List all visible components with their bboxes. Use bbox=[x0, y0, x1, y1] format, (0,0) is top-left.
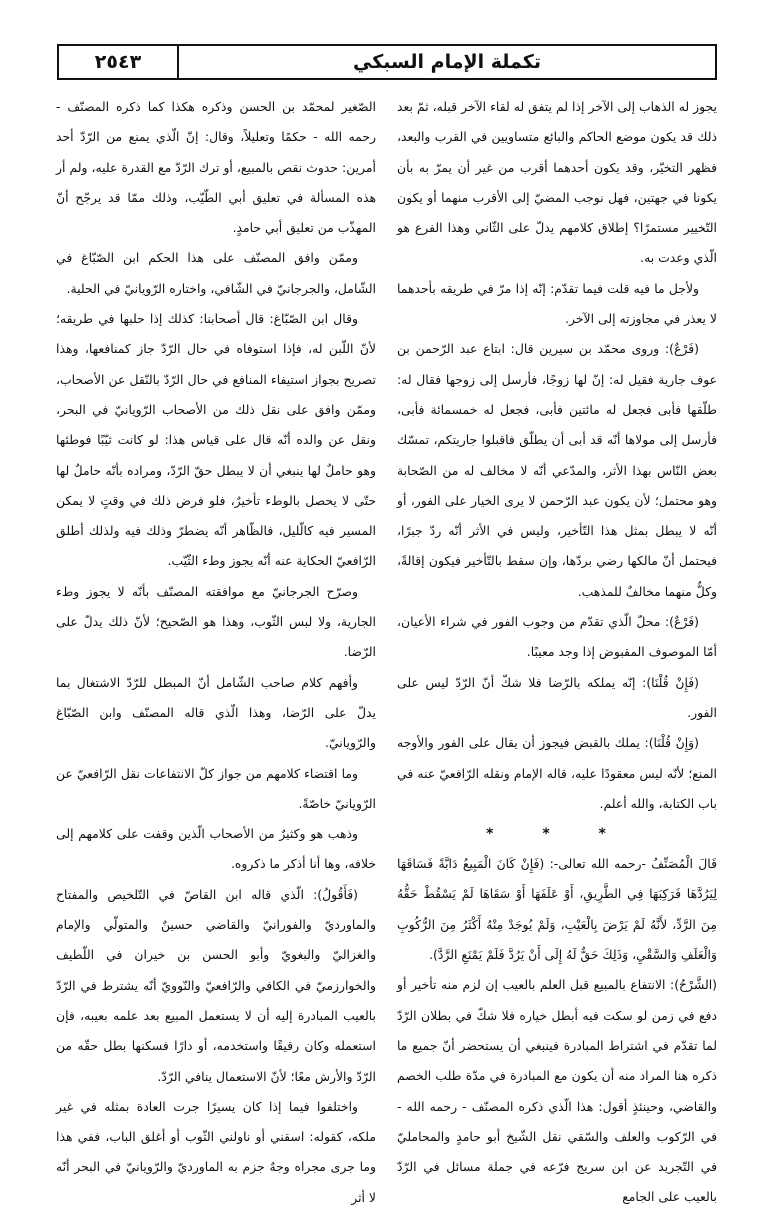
paragraph: (فَأَقُولُ): الّذي قاله ابن القاصّ في التّلخيص والمفتاح والماورديّ والفورانيّ والقاضي حسينٌ والمتولّي والإمام والغزاليّ والبغويّ وأبو الحسن بن خيران في اللّطيف والخوارزميّ في الكافي والرّافعيّ والنّوويّ أنّه يشترط في الرّدّ بالعيب المبادرة إليه أن لا يستعمل المبيع بعد علمه بعيبه، فإن استعمله وكان رقيقًا واستخدمه، أو دارًا فسكنها بطل حقّه من الرّدّ والأرش معًا؛ لأنّ الاستعمال ينافي الرّدّ. bbox=[56, 886, 376, 1084]
book-title: تكملة الإمام السبكي bbox=[353, 51, 541, 73]
quoted-text-paragraph: قَالَ الْمُصَنِّفُ -رحمه الله تعالى-: (فَإِنْ كَانَ الْمَبِيعُ دَابَّةً فَسَاقَهَا لِيَرُدَّهَا فَرَكِبَهَا فِي الطَّرِيقِ، أَوْ عَلَفَهَا أَوْ سَقَاهَا لَمْ يَسْقُطْ حَقُّهُ مِنَ الرَّدِّ، لأَنَّهُ لَمْ يَرْضَ بِالْعَيْبِ، وَلَمْ يُوجَدْ مِنْهُ أَكْثَرُ مِنَ الرُّكُوبِ وَالْعَلَفِ وَالسَّقْيِ، وَذَلِكَ حَقٌّ لَهُ إِلَى أَنْ يَرُدَّ فَلَمْ يَمْنَعِ الرَّدَّ). bbox=[397, 856, 717, 963]
paragraph: وصرّح الجرجانيّ مع موافقته المصنّف بأنّه لا يجوز وطء الجارية، ولا لبس الثّوب، وهذا هو الصّحيح؛ لأنّ ذلك يدلّ على الرّضا. bbox=[56, 583, 376, 660]
running-header bbox=[57, 44, 717, 80]
commentary-paragraph: (الشَّرْحُ): الانتفاع بالمبيع قبل العلم بالعيب إن لزم منه تأخير أو دفع في زمن لو سكت فيه أبطل خياره فلا شكّ في بطلان الرّدّ لما تقدّم في اشتراط المبادرة فينبغي أن يستحضر أنّ جميع ما ذكره هنا المراد منه أن يكون مع المبادرة في مدّة طلب الخصم والقاضي، وحينئذٍ أقول: هذا الّذي ذكره المصنّف - رحمه الله - في الرّكوب والعلف والسّقي نقل الشّيخ أبو حامدٍ والمحامليّ في التّجريد عن ابن سريج فرّعه في جملة مسائل في الرّدّ بالعيب على الجامع bbox=[397, 977, 717, 1205]
paragraph: (فَرْعٌ): وروى محمّد بن سيرين قال: ابتاع عبد الرّحمن بن عوف جارية فقيل له: إنّ لها زوجًا، فأرسل إلى زوجها فقال له: طلّقها فأبى فجعل له مائتين فأبى، فجعل له خمسمائة فأبى، فأرسل إلى مولاها أنّه قد أبى أن يطلّق فاقبلوا جاريتكم، تمسّك بعض النّاس بهذا الأثر، والمدّعي أنّه لا مخالف له من الصّحابة وهو محتمل؛ لأن يكون عبد الرّحمن لا يرى الخيار على الفور، أو أنّه لا يبطل بمثل هذا التّأخير، وليس في الأثر أنّه ردّ جبرًا، فيحتمل أنّ مالكها رضي بردّها، وإن سقط بالتّأخير فيكون إقالةً، وكلٌّ منهما مخالفٌ للمذهب. bbox=[397, 341, 717, 599]
paragraph: يجوز له الذهاب إلى الآخر إذا لم يتفق له لقاء الآخر قبله، ثمّ بعد ذلك قد يكون موضع الحاكم والبائع متساويين في القرب والبعد، فظهر التخيّر، وقد يكون أحدهما أقرب من غير أن يمرّ به بأن يكونا في جهتين، فهل نوجب المضيّ إلى الأقرب منهما أو يكون التّخيير مستمرًا؟ إطلاق كلامهم يدلّ على الثّاني وهذا الفرع هو الّذي وعدت به. bbox=[397, 99, 717, 266]
paragraph: (فَرْعٌ): محلّ الّذي تقدّم من وجوب الفور في شراء الأعيان، أمّا الموصوف المقبوض إذا وجد معيبًا. bbox=[397, 614, 717, 660]
paragraph: (فَإِنْ قُلْنَا): إنّه يملكه بالرّضا فلا شكّ أنّ الرّدّ ليس على الفور. bbox=[397, 674, 717, 720]
left-text-column bbox=[56, 92, 376, 1205]
section-separator: * * * bbox=[486, 826, 628, 843]
paragraph: واختلفوا فيما إذا كان يسيرًا جرت العادة بمثله في غير ملكه، كقوله: اسقني أو ناولني الثّوب أو أغلق الباب، ففي هذا وما جرى مجراه وجهٌ جزم به الماورديّ والرّويانيّ في البحر أنّه لا أثر bbox=[56, 1098, 376, 1205]
header-divider bbox=[177, 46, 179, 78]
paragraph: وذهب هو وكثيرٌ من الأصحاب الّذين وقفت على كلامهم إلى خلافه، وها أنا أذكر ما ذكروه. bbox=[56, 826, 376, 872]
paragraph: وقال ابن الصّبّاغ: قال أصحابنا: كذلك إذا حلبها في طريقه؛ لأنّ اللّبن له، فإذا استوفاه في حال الرّدّ جاز كمنافعها، وهذا تصريح بجواز استيفاء المنافع في حال الرّدّ بالنّقل عن الأصحاب، وممّن وافق على نقل ذلك من الأصحاب الرّويانيّ في البحر، ونقل عن والده أنّه قال على قياس هذا: لو كانت ثيّبًا فوطئها وهو حاملٌ لها ينبغي أن لا يبطل حقّ الرّدّ، ومراده بأنّه حاملٌ لها حتّى لا يحصل بالوطء تأخيرٌ، فلو فرض ذلك في وقتٍ لا يمكن المسير فيه كالّليل، فالظّاهر أنّه يضطرّ وذلك فيه ولذلك أطلق الرّافعيّ الحكاية عنه أنّه يجوز وطء الثّيّب. bbox=[56, 311, 376, 569]
right-text-column bbox=[397, 92, 717, 1205]
paragraph: وممّن وافق المصنّف على هذا الحكم ابن الصّبّاغ في الشّامل، والجرجانيّ في الشّافي، واختاره الرّويانيّ في الحلية. bbox=[56, 250, 376, 296]
paragraph: وأفهم كلام صاحب الشّامل أنّ المبطل للرّدّ الاشتغال بما يدلّ على الرّضا، وهذا الّذي قاله المصنّف وابن الصّبّاغ والرّويانيّ. bbox=[56, 674, 376, 751]
page-number: ٢٥٤٣ bbox=[94, 51, 142, 73]
paragraph: وما اقتضاء كلامهم من جواز كلّ الانتفاعات نقل الرّافعيّ عن الرّويانيّ خاصّةً. bbox=[56, 765, 376, 811]
paragraph: الصّغير لمحمّد بن الحسن وذكره هكذا كما ذكره المصنّف - رحمه الله - حكمًا وتعليلاً، وقال: إنّ الّذي يمنع من الرّدّ أحد أمرين: حدوث نقص بالمبيع، أو ترك الرّدّ مع القدرة عليه، ولم أر هذه المسألة في تعليق أبي الطّيّب، وذلك ممّا قد يرجّح أنّ المهذّب من تعليق أبي حامدٍ. bbox=[56, 99, 376, 236]
paragraph: ولأجل ما فيه قلت فيما تقدّم: إنّه إذا مرّ في طريقه بأحدهما لا يعذر في مجاوزته إلى الآخر. bbox=[397, 280, 717, 327]
paragraph: (وَإِنْ قُلْنَا): يملك بالقبض فيجوز أن يقال على الفور والأوجه المنع؛ لأنّه ليس معقودًا عليه، قاله الإمام ونقله الرّافعيّ عنه في باب الكتابة، والله أعلم. bbox=[397, 735, 717, 811]
